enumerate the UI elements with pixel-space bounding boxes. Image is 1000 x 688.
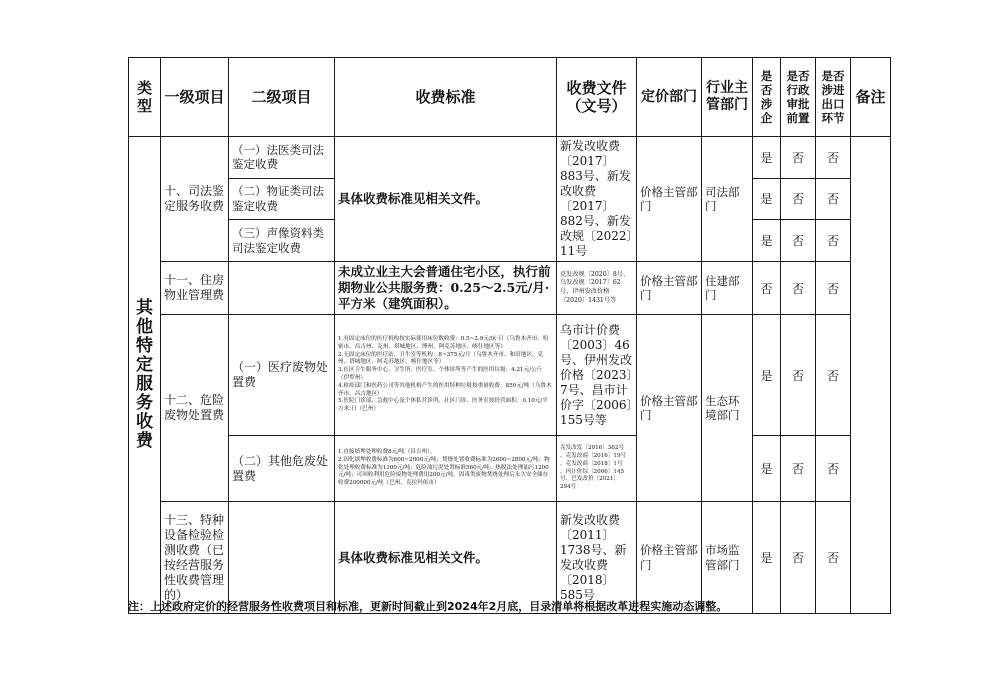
import-export-cell: 否 xyxy=(816,137,851,179)
table-row xyxy=(129,315,891,436)
approval-cell: 否 xyxy=(781,178,816,220)
industry-dept-cell: 司法部门 xyxy=(702,137,753,262)
standard-cell: 具体收费标准见相关文件。 xyxy=(335,502,557,614)
level1-cell: 十二、危险废物处置费 xyxy=(161,315,229,502)
standard-line: 5.医院门诊部、急救中心及个体私营诊所、社区门诊、医务室按经营面积：0.10元/平方米·日（巴州） xyxy=(338,398,548,413)
header-level1: 一级项目 xyxy=(161,58,229,137)
document-line: 、克发改商〔2018〕1号 xyxy=(560,460,623,467)
import-export-cell: 否 xyxy=(816,315,851,436)
header-import-export: 是否涉进出口环节 xyxy=(816,58,851,137)
enterprise-cell: 是 xyxy=(753,436,781,502)
level2-cell: （一）医疗废物处置费 xyxy=(229,315,335,436)
enterprise-cell: 否 xyxy=(753,262,781,315)
industry-dept-cell: 市场监管部门 xyxy=(702,502,753,614)
document-cell xyxy=(557,436,637,502)
level2-cell xyxy=(229,502,335,614)
level2-cell: （三）声像资料类司法鉴定收费 xyxy=(229,220,335,262)
pricing-dept-cell: 价格主管部门 xyxy=(637,315,702,502)
standard-line: 1.直接填埋处理收费8元/吨（昌吉州）。 xyxy=(338,449,436,455)
enterprise-cell: 是 xyxy=(753,137,781,179)
document-line: 、玛计价综〔2006〕145 xyxy=(560,468,625,475)
document-line: 克发改发〔2016〕362号 xyxy=(560,445,625,452)
level1-cell: 十、司法鉴定服务收费 xyxy=(161,137,229,262)
table-row xyxy=(129,502,891,614)
pricing-dept-cell: 价格主管部门 xyxy=(637,262,702,315)
header-pricing-dept: 定价部门 xyxy=(637,58,702,137)
document-cell: 新发改收费〔2011〕1738号、新发改收费〔2018〕585号 xyxy=(557,502,637,614)
header-standard: 收费标准 xyxy=(335,58,557,137)
table-row xyxy=(129,262,891,315)
document-cell: 克发改规〔2020〕8号、乌发改规〔2017〕62号、伊州发改价格〔2020〕1431号等 xyxy=(557,262,637,315)
document-line: 、克发改商〔2016〕19号 xyxy=(560,452,627,459)
header-document: 收费文件（文号） xyxy=(557,58,637,137)
pricing-dept-cell: 价格主管部门 xyxy=(637,502,702,614)
level2-cell: （二）其他危废处置费 xyxy=(229,436,335,502)
standard-cell xyxy=(335,436,557,502)
standard-line: 2.无固定床位的医疗站、卫生室等机构：8~375元/月（乌鲁木齐市、和田地区、克州、塔城地区、阿克苏地区、喀什地区等） xyxy=(338,351,544,366)
document-line: 号、巴发改价〔2021〕 xyxy=(560,476,619,483)
header-industry-dept: 行业主管部门 xyxy=(702,58,753,137)
pricing-dept-cell: 价格主管部门 xyxy=(637,137,702,262)
import-export-cell: 否 xyxy=(816,262,851,315)
industry-dept-cell: 住建部门 xyxy=(702,262,753,315)
table-header-row xyxy=(129,58,891,137)
header-remarks: 备注 xyxy=(851,58,891,137)
fee-catalog-sheet xyxy=(128,57,890,614)
standard-line: 1.有固定床位的医疗机构按实际使用床位数收费：0.5~2.9元/床·日（乌鲁木齐市、哈密市、昌吉州、克州、塔城地区、博州、阿克苏地区、喀什地区等） xyxy=(338,336,549,350)
enterprise-cell: 是 xyxy=(753,502,781,614)
level1-cell: 十一、住房物业管理费 xyxy=(161,262,229,315)
approval-cell: 否 xyxy=(781,137,816,179)
standard-cell: 未成立业主大会普通住宅小区，执行前期物业公共服务费：0.25～2.5元/月·平方米（建筑面积）。 xyxy=(335,262,557,315)
header-admin-approval: 是否行政审批前置 xyxy=(781,58,816,137)
standard-line: 3.社区卫生服务中心、卫生所、医疗室、个体诊所等产生的医用垃圾：4.21元/公斤（伊犁州） xyxy=(338,367,543,381)
approval-cell: 否 xyxy=(781,436,816,502)
document-cell: 新发改收费〔2017〕883号、新发改收费〔2017〕882号、新发改规〔2022〕11号 xyxy=(557,137,637,262)
level2-cell: （二）物证类司法鉴定收费 xyxy=(229,178,335,220)
footnote: 注：上述政府定价的经营服务性收费项目和标准，更新时间截止到2024年2月底，目录清单将根据改革进程实施动态调整。 xyxy=(128,600,728,613)
level1-cell: 十三、特种设备检验检测收费（已按经营服务性收费管理的） xyxy=(161,502,229,614)
import-export-cell: 否 xyxy=(816,220,851,262)
standard-line: 4.检疫部门和医药公司等其他机构产生的医用特种垃圾按重量收费：850元/吨（乌鲁木齐市、昌吉地区） xyxy=(338,382,552,397)
standard-cell: 具体收费标准见相关文件。 xyxy=(335,137,557,262)
import-export-cell: 否 xyxy=(816,502,851,614)
enterprise-cell: 是 xyxy=(753,315,781,436)
level2-cell: （一）法医类司法鉴定收费 xyxy=(229,137,335,179)
header-type: 类型 xyxy=(129,58,161,137)
table-row xyxy=(129,436,891,502)
standard-line: 2.固化填埋收费标准为600~2000元/吨；焚烧处置收费标准为2600~2800元/吨；物化处理收费标准为1300元/吨；危险油污泥处置标准560元/吨；热脱法处理油污1200元/吨；可回收利用危险废物处理费用200元/吨，固毒类废物焚烧处理后永久安全储存收费200000元/吨（巴州、克拉玛依市） xyxy=(338,456,550,487)
fee-table xyxy=(128,57,891,614)
document-line: 294号 xyxy=(560,484,577,491)
approval-cell: 否 xyxy=(781,315,816,436)
import-export-cell: 否 xyxy=(816,436,851,502)
header-involves-enterprise: 是否涉企 xyxy=(753,58,781,137)
level2-cell xyxy=(229,262,335,315)
enterprise-cell: 是 xyxy=(753,178,781,220)
standard-cell xyxy=(335,315,557,436)
table-row xyxy=(129,137,891,179)
header-level2: 二级项目 xyxy=(229,58,335,137)
approval-cell: 否 xyxy=(781,220,816,262)
industry-dept-cell: 生态环境部门 xyxy=(702,315,753,502)
approval-cell: 否 xyxy=(781,262,816,315)
enterprise-cell: 是 xyxy=(753,220,781,262)
remarks-cell xyxy=(851,137,891,614)
import-export-cell: 否 xyxy=(816,178,851,220)
approval-cell: 否 xyxy=(781,502,816,614)
type-cell: 其他特定服务收费 xyxy=(129,137,161,614)
document-cell: 乌市计价费〔2003〕46号、伊州发改价格〔2023〕7号、昌市计价字〔2006〕155号等 xyxy=(557,315,637,436)
